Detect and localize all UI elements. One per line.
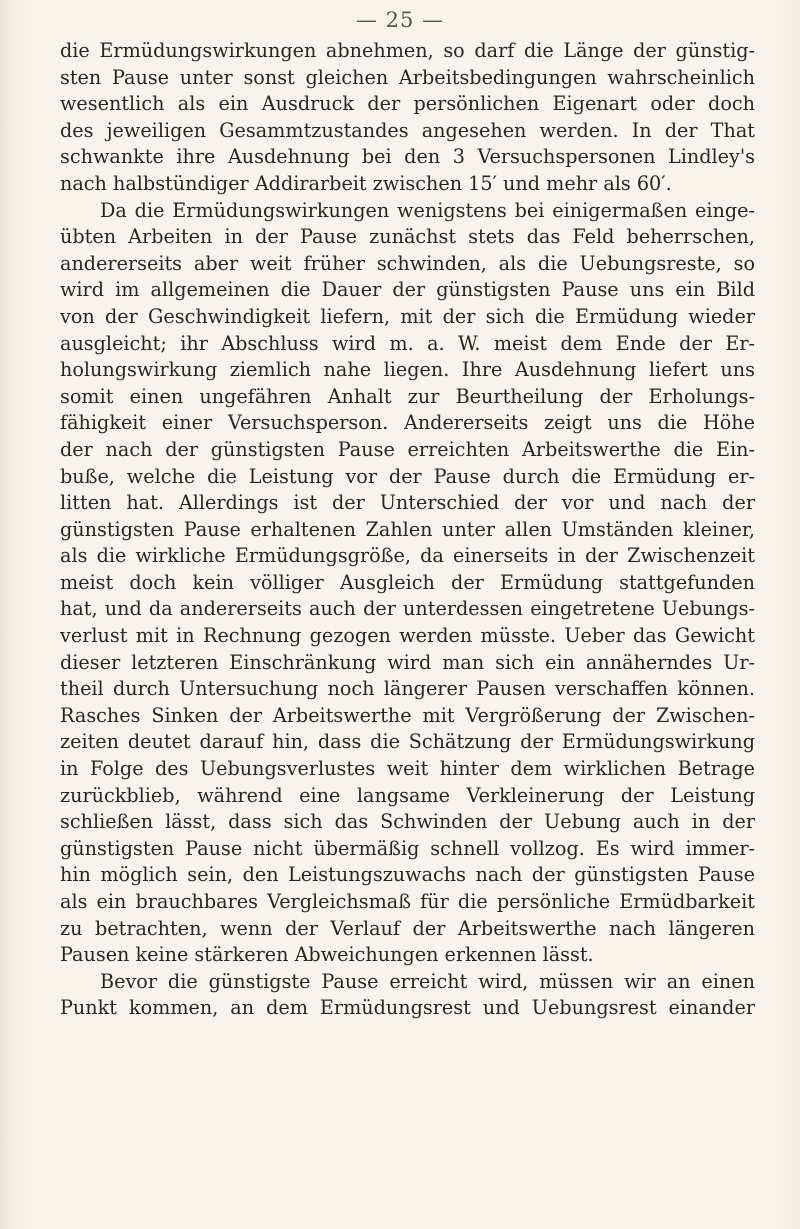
text-line: die Ermüdungswirkungen abnehmen, so darf die Länge der günstig- xyxy=(60,39,755,62)
text-line: schließen lässt, dass sich das Schwinden der Uebung auch in der xyxy=(60,810,755,834)
text-line: meist doch kein völliger Ausgleich der Ermüdung stattgefunden xyxy=(60,570,755,594)
text-line: litten hat. Allerdings ist der Unterschied der vor und nach der xyxy=(60,491,755,515)
text-line: verlust mit in Rechnung gezogen werden müsste. Ueber das Gewicht xyxy=(60,624,755,648)
text-line: holungswirkung ziemlich nahe liegen. Ihre Ausdehnung liefert uns xyxy=(60,358,755,382)
text-line: fähigkeit einer Versuchsperson. Andererseits zeigt uns die Höhe xyxy=(60,411,755,435)
text-line: von der Geschwindigkeit liefern, mit der sich die Ermüdung wieder xyxy=(60,304,755,328)
text-line: übten Arbeiten in der Pause zunächst stets das Feld beherrschen, xyxy=(60,225,755,249)
text-line: Punkt kommen, an dem Ermüdungsrest und Uebungsrest einander xyxy=(60,996,755,1020)
text-line: günstigsten Pause nicht übermäßig schnell vollzog. Es wird immer- xyxy=(60,836,755,860)
text-line: buße, welche die Leistung vor der Pause durch die Ermüdung er- xyxy=(60,464,755,488)
text-line: als ein brauchbares Vergleichsmaß für die persönliche Ermüdbarkeit xyxy=(60,890,755,913)
body-text xyxy=(60,38,755,1022)
text-line: somit einen ungefähren Anhalt zur Beurtheilung der Erholungs- xyxy=(60,384,755,408)
text-line: der nach der günstigsten Pause erreichten Arbeitswerthe die Ein- xyxy=(60,437,755,461)
text-line: zeiten deutet darauf hin, dass die Schätzung der Ermüdungswirkung xyxy=(60,730,755,754)
text-line: ausgleicht; ihr Abschluss wird m. a. W. meist dem Ende der Er- xyxy=(60,331,755,355)
page-number: — 25 — xyxy=(355,8,445,32)
text-line: sten Pause unter sonst gleichen Arbeitsbedingungen wahrscheinlich xyxy=(60,65,755,89)
text-line: Bevor die günstigste Pause erreicht wird, müssen wir an einen xyxy=(100,969,755,993)
text-line: wesentlich als ein Ausdruck der persönlichen Eigenart oder doch xyxy=(60,92,755,116)
text-line: theil durch Untersuchung noch längerer Pausen verschaffen können. xyxy=(60,677,755,701)
text-line: zu betrachten, wenn der Verlauf der Arbeitswerthe nach längeren xyxy=(60,916,755,940)
text-line: Pausen keine stärkeren Abweichungen erkennen lässt. xyxy=(60,943,594,967)
text-line: wird im allgemeinen die Dauer der günstigsten Pause uns ein Bild xyxy=(60,278,755,302)
text-line: in Folge des Uebungsverlustes weit hinter dem wirklichen Betrage xyxy=(60,757,755,781)
text-line: dieser letzteren Einschränkung wird man sich ein annäherndes Ur- xyxy=(60,650,755,674)
text-line: nach halbstündiger Addirarbeit zwischen 15′ und mehr als 60′. xyxy=(60,171,672,195)
text-line: günstigsten Pause erhaltenen Zahlen unter allen Umständen kleiner, xyxy=(60,517,755,541)
text-line: schwankte ihre Ausdehnung bei den 3 Versuchspersonen Lindley's xyxy=(60,145,755,169)
text-line: hin möglich sein, den Leistungszuwachs nach der günstigsten Pause xyxy=(60,863,755,887)
text-line: hat, und da andererseits auch der unterdessen eingetretene Uebungs- xyxy=(60,597,755,621)
text-line: andererseits aber weit früher schwinden, als die Uebungsreste, so xyxy=(60,251,755,275)
text-line: als die wirkliche Ermüdungsgröße, da einerseits in der Zwischenzeit xyxy=(60,544,755,568)
paragraph-3 xyxy=(60,969,755,1022)
text-line: zurückblieb, während eine langsame Verkleinerung der Leistung xyxy=(60,783,755,807)
paragraph-1 xyxy=(60,38,755,198)
text-line: Rasches Sinken der Arbeitswerthe mit Vergrößerung der Zwischen- xyxy=(60,703,755,727)
text-line: des jeweiligen Gesammtzustandes angesehen werden. In der That xyxy=(60,118,755,142)
text-line: Da die Ermüdungswirkungen wenigstens bei einigermaßen einge- xyxy=(100,198,755,222)
paragraph-2 xyxy=(60,198,755,969)
